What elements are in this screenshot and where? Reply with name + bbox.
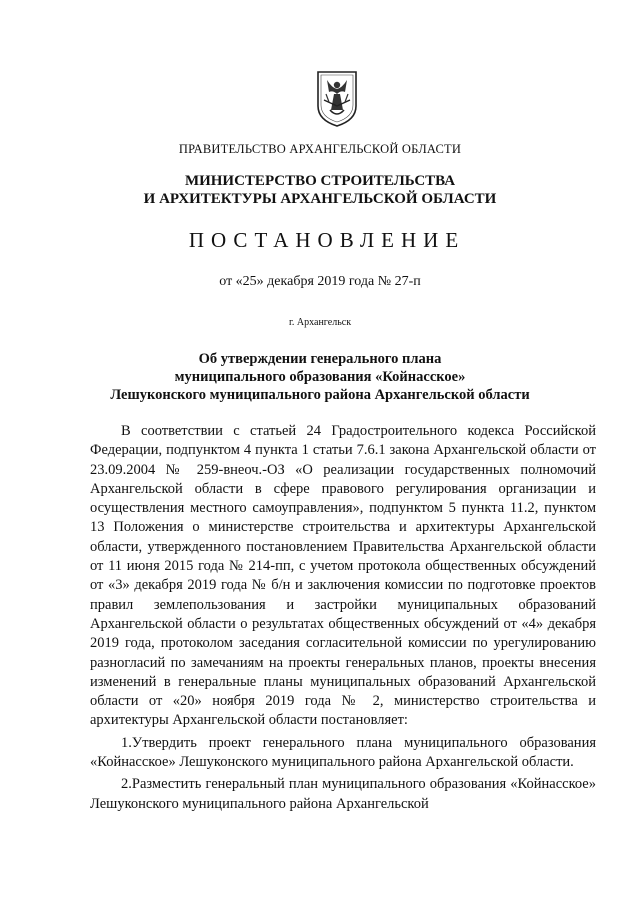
item-2-paragraph: 2.Разместить генеральный план муниципального образования «Койнасское» Лешуконского муниципального района Архангельской [90,776,596,812]
preamble-paragraph: В соответствии с статьей 24 Градостроительного кодекса Российской Федерации, подпунктом 4 пункта 1 статьи 7.6.1 закона Архангельской области от 23.09.2004 № 259-внеоч.-ОЗ «О реализации государственных полномочий Архангельской области в сфере правового регулирования организации и осуществления местного самоуправления», подпунктом 5 пункта 11.2, пунктом 13 Положения о министерстве строительства и архитектуры Архангельской области, утвержденного постановлением Правительства Архангельской области от 11 июня 2015 года № 214-пп, с учетом протокола общественных обсуждений от «3» декабря 2019 года № б/н и заключения комиссии по подготовке проектов правил землепользования и застройки муниципальных образований Архангельской области о результатах общественных обсуждений от «4» декабря 2019 года, протоколом заседания согласительной комиссии по урегулированию разногласий по замечаниям на проекты генеральных планов, проекты внесения изменений в генеральные планы муниципальных образований Архангельской области от «20» ноября 2019 года № 2, министерство строительства и архитектуры Архангельской области постановляет: [90,423,596,729]
ministry-name-line2: И АРХИТЕКТУРЫ АРХАНГЕЛЬСКОЙ ОБЛАСТИ [143,191,497,207]
document-date: от «25» декабря 2019 года № 27-п [219,274,421,289]
title-line1: Об утверждении генерального плана [198,351,442,367]
title-line2: муниципального образования «Койнасское» [174,369,466,385]
ministry-name [0,172,640,208]
coat-of-arms-icon [316,70,358,128]
document-body [90,422,596,814]
title-line3: Лешуконского муниципального района Архангельской области [110,387,530,403]
government-name: ПРАВИТЕЛЬСТВО АРХАНГЕЛЬСКОЙ ОБЛАСТИ [178,142,462,156]
ministry-name-line1: МИНИСТЕРСТВО СТРОИТЕЛЬСТВА [184,173,456,189]
document-type: ПОСТАНОВЛЕНИЕ [188,228,466,252]
item-1-paragraph: 1.Утвердить проект генерального плана муниципального образования «Койнасское» Лешуконского муниципального района Архангельской области. [90,734,596,771]
document-title [0,350,640,404]
document-city: г. Архангельск [288,317,352,328]
